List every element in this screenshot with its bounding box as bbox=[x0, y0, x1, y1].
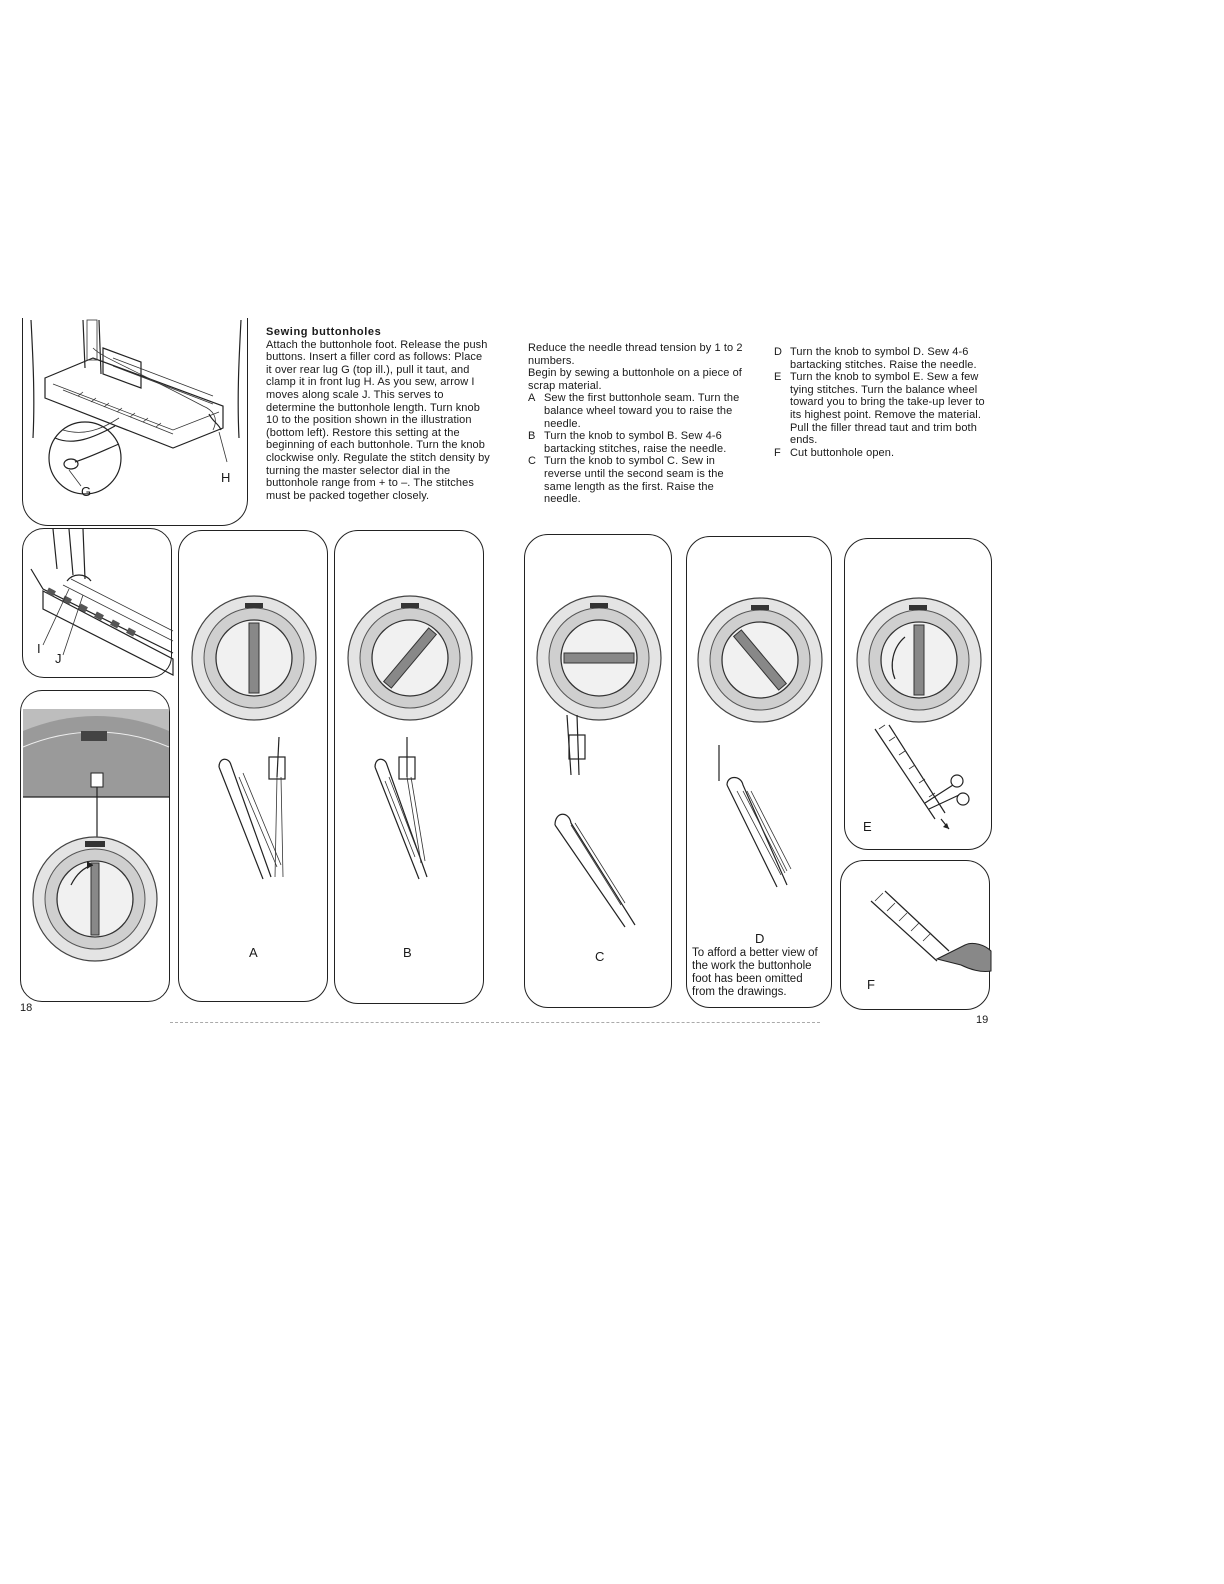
text-column-intro bbox=[266, 326, 490, 502]
label-f: F bbox=[867, 977, 875, 992]
label-a: A bbox=[249, 945, 258, 960]
label-j: J bbox=[55, 651, 62, 666]
section-title: Sewing buttonholes bbox=[266, 326, 382, 338]
panel-step-e bbox=[844, 538, 992, 850]
dial-c bbox=[525, 583, 673, 733]
caption-d: To afford a better view of the work the buttonhole foot has been omitted from the drawings. bbox=[692, 947, 818, 998]
label-g: G bbox=[81, 484, 92, 499]
step-c: C Turn the knob to symbol C. Sew in reverse until the second seam is the same length as the first. Raise the needle. bbox=[528, 455, 724, 506]
tension-paragraph: Reduce the needle thread tension by 1 to 2 numbers. bbox=[528, 342, 743, 367]
dial-a bbox=[179, 583, 329, 733]
scale-illustration bbox=[23, 529, 173, 679]
text-column-steps-def bbox=[774, 346, 994, 459]
step-d: D Turn the knob to symbol D. Sew 4-6 bartacking stitches. Raise the needle. bbox=[774, 346, 977, 371]
dial-b bbox=[335, 583, 485, 733]
panel-foot-lugs bbox=[22, 318, 248, 526]
steps-list-abc bbox=[528, 392, 750, 505]
panel-step-f bbox=[840, 860, 990, 1010]
panel-step-a bbox=[178, 530, 328, 1002]
text-column-steps-abc bbox=[528, 342, 750, 506]
step-b: B Turn the knob to symbol B. Sew 4-6 bartacking stitches, raise the needle. bbox=[528, 430, 727, 455]
dial-d bbox=[687, 585, 833, 735]
panel-knob-setting bbox=[20, 690, 170, 1002]
foot-lugs-illustration bbox=[23, 318, 249, 526]
buttonhole-b bbox=[335, 737, 485, 897]
step-a: A Sew the first buttonhole seam. Turn the balance wheel toward you to raise the needle. bbox=[528, 392, 740, 430]
label-c: C bbox=[595, 949, 605, 964]
label-b: B bbox=[403, 945, 412, 960]
buttonhole-f-ripper bbox=[841, 861, 991, 1011]
label-d: D bbox=[755, 931, 765, 946]
buttonhole-d bbox=[687, 745, 833, 905]
dial-e bbox=[845, 585, 993, 735]
panel-step-b bbox=[334, 530, 484, 1004]
steps-list-def bbox=[774, 346, 994, 459]
panel-scale-ij bbox=[22, 528, 172, 678]
page-number-left: 18 bbox=[20, 1002, 33, 1014]
panel-step-d bbox=[686, 536, 832, 1008]
knob-setting-illustration bbox=[21, 691, 171, 1003]
page-number-right: 19 bbox=[976, 1014, 989, 1026]
panel-step-c bbox=[524, 534, 672, 1008]
label-h: H bbox=[221, 470, 231, 485]
step-f: F Cut buttonhole open. bbox=[774, 446, 895, 459]
buttonhole-c bbox=[525, 715, 673, 965]
buttonhole-a bbox=[179, 737, 329, 897]
scrap-paragraph: Begin by sewing a buttonhole on a piece of scrap material. bbox=[528, 367, 742, 392]
label-i: I bbox=[37, 641, 41, 656]
bottom-rule bbox=[170, 1022, 820, 1023]
intro-paragraph: Attach the buttonhole foot. Release the push buttons. Insert a filler cord as follows: Place it over rear lug G (top ill.), pull it taut, and clamp it in front lug H. As you sew, arrow I moves along scale J. This serves to determine the buttonhole length. Turn knob 10 to the position shown in the illustration (bottom left). Restore this setting at the beginning of each buttonhole. Turn the knob clockwise only. Regulate the stitch density by turning the master selector dial in the buttonhole range from + to –. The stitches must be packed together closely. bbox=[266, 338, 490, 502]
label-e: E bbox=[863, 819, 872, 834]
step-e: E Turn the knob to symbol E. Sew a few tying stitches. Turn the balance wheel toward you to bring the take-up lever to its highest point. Remove the material. Pull the filler thread taut and trim both ends. bbox=[774, 371, 985, 447]
